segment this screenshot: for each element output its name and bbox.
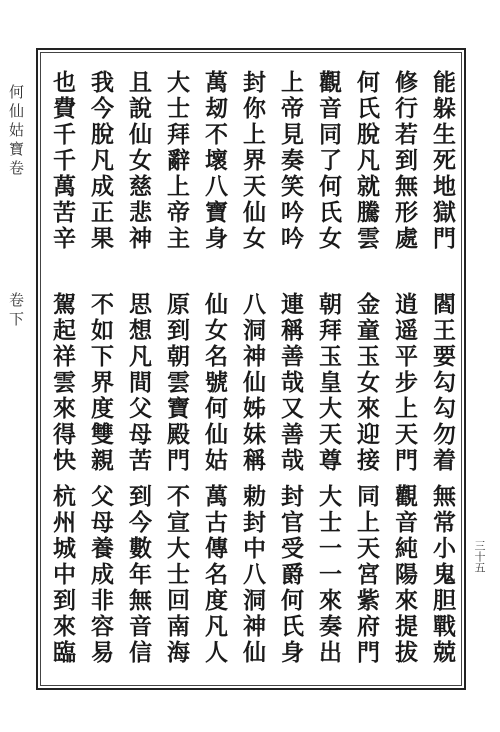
verse-upper: 何氏脫凡就騰雲 [353,70,380,252]
text-column [346,70,386,680]
text-column [384,70,424,680]
verse-upper: 能躲生死地獄門 [429,70,456,252]
text-column [270,70,310,680]
verse-upper: 大士拜辭上帝主 [163,70,190,252]
verse-lower: 無常小鬼胆戰兢 [429,484,456,666]
text-column [422,70,462,680]
verse-lower: 觀音純陽來提拔 [391,484,418,666]
text-column [232,70,272,680]
page-number: 三十五 [473,540,486,573]
text-body [40,70,462,680]
verse-middle: 朝拜玉皇大天尊 [315,292,342,474]
verse-upper: 上帝見奏笑吟吟 [277,70,304,252]
book-title: 何仙姑寶卷 [7,84,25,179]
verse-middle: 逍遥平步上天門 [391,292,418,474]
verse-middle: 八洞神仙姊妹稱 [239,292,266,474]
verse-middle: 原到朝雲寶殿門 [163,292,190,474]
verse-upper: 也費千千萬苦辛 [49,70,76,252]
verse-middle: 駕起祥雲來得快 [49,292,76,474]
verse-upper: 觀音同了何氏女 [315,70,342,252]
volume-label: 卷下 [7,292,25,330]
verse-middle: 連稱善哉又善哉 [277,292,304,474]
verse-lower: 父母養成非容易 [87,484,114,666]
text-column [156,70,196,680]
verse-middle: 閻王要勾勾勿着 [429,292,456,474]
verse-lower: 大士一一來奏出 [315,484,342,666]
verse-lower: 杭州城中到來臨 [49,484,76,666]
verse-middle: 不如下界度雙親 [87,292,114,474]
verse-upper: 萬刼不壞八寶身 [201,70,228,252]
text-column [42,70,82,680]
verse-lower: 萬古傳名度凡人 [201,484,228,666]
verse-upper: 封你上界天仙女 [239,70,266,252]
text-column [80,70,120,680]
verse-middle: 金童玉女來迎接 [353,292,380,474]
verse-lower: 同上天宮紫府門 [353,484,380,666]
verse-lower: 封官受爵何氏身 [277,484,304,666]
verse-lower: 勅封中八洞神仙 [239,484,266,666]
verse-lower: 不宣大士回南海 [163,484,190,666]
verse-middle: 思想凡間父母苦 [125,292,152,474]
verse-middle: 仙女名號何仙姑 [201,292,228,474]
text-column [194,70,234,680]
text-column [308,70,348,680]
verse-upper: 修行若到無形處 [391,70,418,252]
verse-lower: 到今數年無音信 [125,484,152,666]
verse-upper: 我今脫凡成正果 [87,70,114,252]
text-column [118,70,158,680]
verse-upper: 且說仙女慈悲神 [125,70,152,252]
